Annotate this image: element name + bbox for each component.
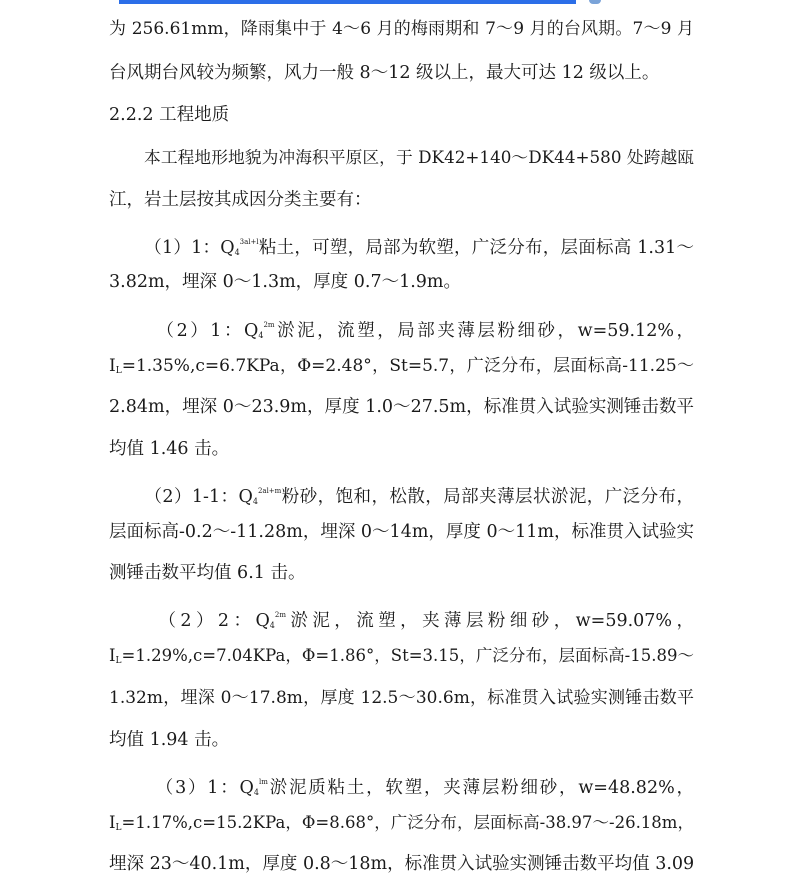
- q-letter: Q: [243, 321, 259, 341]
- text-line: 均值 1.46 击。: [109, 439, 230, 459]
- item-prefix: （2）1：: [154, 321, 244, 341]
- text-line: 层面标高-0.2～-11.28m，埋深 0～14m，厚度 0～11m，标准贯入试验实: [109, 522, 694, 542]
- text-line: [109, 145, 694, 169]
- layer-item-5: [109, 770, 694, 798]
- text-line: 1.32m，埋深 0～17.8m，厚度 12.5～30.6m，标准贯入试验实测锤击数平: [109, 688, 694, 708]
- text-line: 测锤击数平均值 6.1 击。: [109, 563, 306, 583]
- soil-symbol: [255, 603, 286, 638]
- layer-item-2: [109, 313, 694, 341]
- text-span: 本工程地形地貌为冲海积平原区，于 DK42+140～DK44+580 处跨越瓯: [144, 147, 694, 167]
- item-text: 粘土，可塑，局部为软塑，广泛分布，层面标高 1.31～: [258, 238, 694, 258]
- top-scroll-marker: [589, 0, 601, 4]
- item-text: =1.17%,c=15.2KPa，Φ=8.68°，广泛分布，层面标高-38.97～-26.18m，: [121, 813, 694, 832]
- text-line: 为 256.61mm，降雨集中于 4～6 月的梅雨期和 7～9 月的台风期。7～9 月: [109, 19, 694, 39]
- top-accent-bar: [119, 0, 576, 4]
- il-sub: L: [115, 366, 122, 376]
- soil-symbol: [240, 770, 268, 805]
- item-prefix: （2）2：: [154, 611, 256, 631]
- text-line: 3.82m，埋深 0～1.3m，厚度 0.7～1.9m。: [109, 272, 461, 292]
- il-letter: I: [109, 356, 116, 376]
- q-letter: Q: [238, 487, 253, 507]
- text-line: 埋深 23～40.1m，厚度 0.8～18m，标准贯入试验实测锤击数平均值 3.09: [109, 854, 695, 874]
- q-sub: 4: [252, 497, 258, 506]
- item-text: =1.29%,c=7.04KPa，Φ=1.86°，St=3.15，广泛分布，层面标高-15.89～: [121, 646, 694, 665]
- q-sup: 2al+m: [257, 487, 282, 495]
- section-heading: 2.2.2 工程地质: [109, 105, 230, 125]
- q-sup: 3al+l: [239, 238, 259, 246]
- il-letter: I: [109, 646, 116, 665]
- il-letter: I: [109, 813, 116, 832]
- q-sup: 2m: [274, 611, 286, 619]
- text-line: 均值 1.94 击。: [109, 730, 230, 750]
- text-line: 江，岩土层按其成因分类主要有：: [109, 190, 372, 210]
- item-text: 粉砂，饱和，松散，局部夹薄层状淤泥，广泛分布，: [281, 487, 694, 507]
- item-prefix: （2）1-1：: [144, 487, 239, 507]
- soil-symbol: [220, 230, 258, 265]
- item-text: 淤泥，流塑，局部夹薄层粉细砂，w=59.12%，: [274, 321, 694, 341]
- q-letter: Q: [239, 778, 254, 798]
- q-sub: 4: [234, 248, 240, 257]
- il-sub: L: [115, 823, 122, 833]
- item-prefix: （1）1：: [144, 238, 221, 258]
- soil-symbol: [238, 479, 281, 514]
- il-sub: L: [115, 656, 122, 666]
- q-letter: Q: [220, 238, 235, 258]
- item-prefix: （3）1：: [154, 778, 240, 798]
- text-line: [109, 811, 694, 835]
- item-text: 淤泥，流塑，夹薄层粉细砂，w=59.07%，: [285, 611, 694, 631]
- text-line: [109, 644, 694, 668]
- item-text: =1.35%,c=6.7KPa，Φ=2.48°，St=5.7，广泛分布，层面标高-11.25～: [121, 356, 694, 376]
- layer-item-4: [109, 603, 694, 631]
- q-sub: 4: [258, 331, 264, 340]
- soil-symbol: [244, 313, 275, 348]
- text-line: [109, 354, 694, 378]
- layer-item-1: [109, 230, 694, 258]
- text-line: 台风期台风较为频繁，风力一般 8～12 级以上，最大可达 12 级以上。: [109, 63, 660, 83]
- q-sup: 2m: [263, 321, 275, 329]
- q-sub: 4: [253, 788, 259, 797]
- text-line: 2.84m，埋深 0～23.9m，厚度 1.0～27.5m，标准贯入试验实测锤击数平: [109, 397, 694, 417]
- q-sup: lm: [258, 778, 268, 786]
- item-text: 淤泥质粘土，软塑，夹薄层粉细砂，w=48.82%，: [267, 778, 694, 798]
- q-letter: Q: [255, 611, 270, 631]
- layer-item-3: [109, 479, 694, 507]
- q-sub: 4: [269, 621, 275, 630]
